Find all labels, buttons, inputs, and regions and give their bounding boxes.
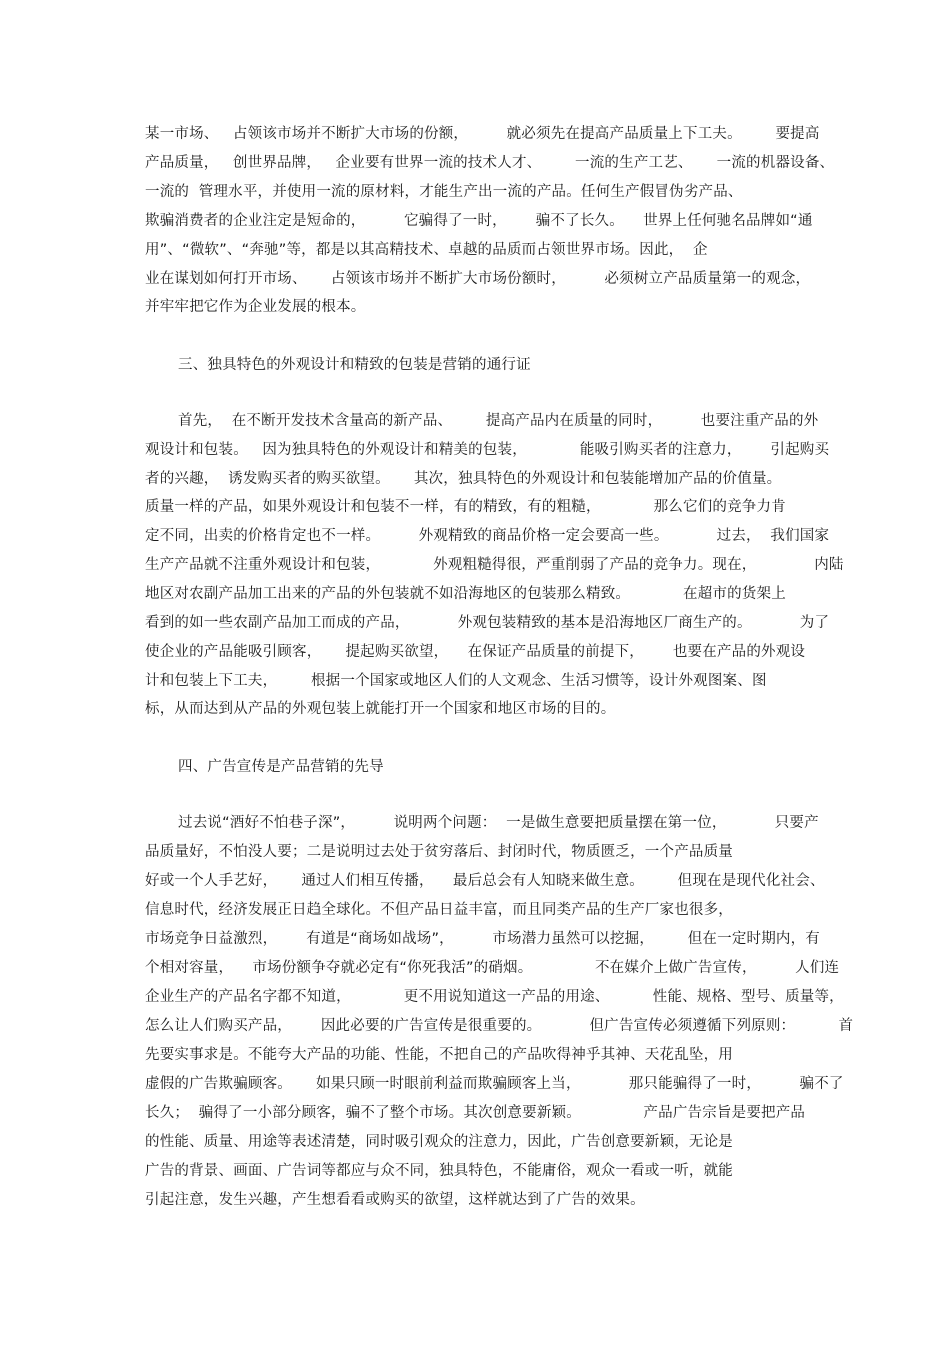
text-line: 地区对农副产品加工出来的产品的外包装就不如沿海地区的包装那么精致。 在超市的货架上 <box>145 586 786 602</box>
text-line: 长久； 骗得了一小部分顾客，骗不了整个市场。其次创意要新颖。 产品广告宗旨是要把产品 <box>145 1105 806 1121</box>
text-line: 计和包装上下工夫， 根据一个国家或地区人们的人文观念、生活习惯等，设计外观图案、图 <box>145 673 767 689</box>
text-line: 定不同，出卖的价格肯定也不一样。 外观精致的商品价格一定会要高一些。 过去， 我们国家 <box>145 528 830 544</box>
text-line: 者的兴趣， 诱发购买者的购买欲望。 其次，独具特色的外观设计和包装能增加产品的价值量。 <box>145 471 782 487</box>
text-line: 个相对容量， 市场份额争夺就必定有“你死我活”的硝烟。 不在媒介上做广告宣传， 人们连 <box>145 960 840 976</box>
text-line: 一流的 管理水平，并使用一流的原材料，才能生产出一流的产品。任何生产假冒伪劣产品、 <box>145 184 743 200</box>
text-line: 业在谋划如何打开市场、 占领该市场并不断扩大市场份额时， 必须树立产品质量第一的观念， <box>145 271 811 287</box>
text-line: 某一市场、 占领该市场并不断扩大市场的份额， 就必须先在提高产品质量上下工夫。 要提高 <box>145 126 820 142</box>
text-line: 过去说“酒好不怕巷子深”， 说明两个问题： 一是做生意要把质量摆在第一位， 只要产 <box>178 815 819 831</box>
text-line: 看到的如一些农副产品加工而成的产品， 外观包装精致的基本是沿海地区厂商生产的。 为了 <box>145 615 830 631</box>
text-line: 的性能、质量、用途等表述清楚，同时吸引观众的注意力，因此，广告创意要新颖，无论是 <box>145 1134 733 1150</box>
text-line: 产品质量， 创世界品牌， 企业要有世界一流的技术人才、 一流的生产工艺、 一流的机器设备、 <box>145 155 835 171</box>
text-line: 使企业的产品能吸引顾客， 提起购买欲望， 在保证产品质量的前提下， 也要在产品的外观设 <box>145 644 806 660</box>
text-line: 好或一个人手艺好， 通过人们相互传播， 最后总会有人知晓来做生意。 但现在是现代化社会、 <box>145 873 825 889</box>
text-line: 观设计和包装。 因为独具特色的外观设计和精美的包装， 能吸引购买者的注意力， 引起购买 <box>145 442 830 458</box>
text-line: 并牢牢把它作为企业发展的根本。 <box>145 299 366 315</box>
text-line: 首先， 在不断开发技术含量高的新产品、 提高产品内在质量的同时， 也要注重产品的外 <box>178 413 819 429</box>
text-line: 广告的背景、画面、广告词等都应与众不同，独具特色，不能庸俗，观众一看或一听，就能 <box>145 1163 733 1179</box>
text-line: 虚假的广告欺骗顾客。 如果只顾一时眼前利益而欺骗顾客上当， 那只能骗得了一时， 骗不了 <box>145 1076 844 1092</box>
text-line: 市场竞争日益激烈， 有道是“商场如战场”， 市场潜力虽然可以挖掘， 但在一定时期内，有 <box>145 931 821 947</box>
text-line: 欺骗消费者的企业注定是短命的， 它骗得了一时， 骗不了长久。 世界上任何驰名品牌如“通 <box>145 213 813 229</box>
text-line: 信息时代，经济发展正日趋全球化。不但产品日益丰富，而且同类产品的生产厂家也很多， <box>145 902 733 918</box>
section-heading-4: 四、广告宣传是产品营销的先导 <box>178 759 384 775</box>
text-line: 品质量好，不怕没人要；二是说明过去处于贫穷落后、封闭时代，物质匮乏，一个产品质量 <box>145 844 733 860</box>
section-heading-3: 三、独具特色的外观设计和精致的包装是营销的通行证 <box>178 357 531 373</box>
text-line: 怎么让人们购买产品， 因此必要的广告宣传是很重要的。 但广告宣传必须遵循下列原则： 首 <box>145 1018 854 1034</box>
text-line: 生产产品就不注重外观设计和包装， 外观粗糙得很，严重削弱了产品的竞争力。现在， 内陆 <box>145 557 844 573</box>
text-line: 引起注意，发生兴趣，产生想看看或购买的欲望，这样就达到了广告的效果。 <box>145 1192 645 1208</box>
text-line: 用”、“微软”、“奔驰”等，都是以其高精技术、卓越的品质而占领世界市场。因此， 企 <box>145 242 708 258</box>
text-line: 先要实事求是。不能夸大产品的功能、性能，不把自己的产品吹得神乎其神、天花乱坠，用 <box>145 1047 733 1063</box>
text-line: 企业生产的产品名字都不知道， 更不用说知道这一产品的用途、 性能、规格、型号、质量等， <box>145 989 844 1005</box>
text-line: 标，从而达到从产品的外观包装上就能打开一个国家和地区市场的目的。 <box>145 701 616 717</box>
text-line: 质量一样的产品，如果外观设计和包装不一样，有的精致，有的粗糙， 那么它们的竞争力肯 <box>145 499 786 515</box>
